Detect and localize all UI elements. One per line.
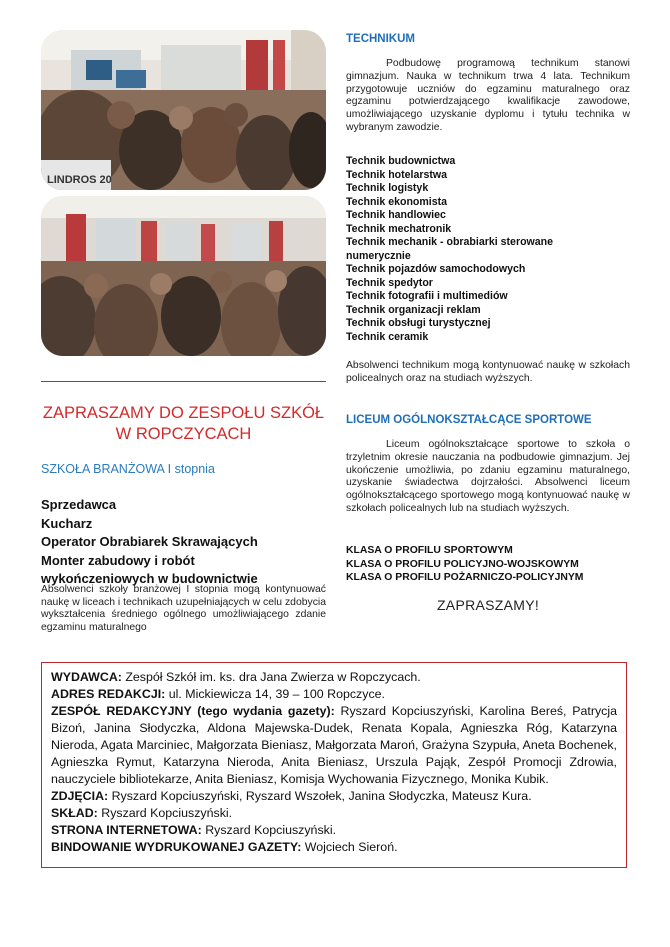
list-item: Monter zabudowy i robót: [41, 552, 195, 568]
photos-line: [51, 788, 617, 805]
layout-line: [51, 805, 617, 822]
editorial-value: Ryszard Kopciuszyński, Karolina Bereś, Patrycja Bizoń, Janina Słodyczka, Aldona Majewska-Dudek, Renata Kopala, Agnieszka Róg, Katarzyna Nieroda, Agata Marciniec, Małgorzata Bieniasz, Małgorzata Maroń, Grażyna Szypuła, Aneta Bochenek, Agnieszka Rymut, Katarzyna Nieroda, Anita Bieniasz, Urszula Pająk, Zespół Promocji Zdrowia, nauczyciele bibliotekarze, Anita Bieniasz, Komisja Wychowania Fizycznego, Monika Kubik.: [51, 704, 617, 786]
website-line: [51, 822, 617, 839]
address-label: ADRES REDAKCJI:: [51, 687, 166, 701]
liceum-text: Liceum ogólnokształcące sportowe to szkoła o trzyletnim okresie nauczania na podbudowie gimnazjum. Jej ukończenie umożliwia, po zdaniu egzaminu maturalnego, uzyskanie świadectwa dojrzałości. Absolwenci liceum ogólnokształcącego sportowego mogą kontynuować naukę w szkołach policealnych lub na studiach wyższych.: [346, 439, 630, 514]
editorial-label: ZESPÓŁ REDAKCYJNY (tego wydania gazety):: [51, 704, 335, 718]
address-line: [51, 686, 617, 703]
list-item: Technik fotografii i multimediów: [346, 290, 508, 302]
editorial-line: [51, 703, 617, 788]
address-value: ul. Mickiewicza 14, 39 – 100 Ropczyce.: [165, 687, 385, 701]
photos-value: Ryszard Kopciuszyński, Ryszard Wszołek, Janina Słodyczka, Mateusz Kura.: [108, 789, 532, 803]
list-item: Technik mechanik - obrabiarki sterowane: [346, 236, 554, 248]
list-item: Sprzedawca: [41, 497, 117, 512]
list-item: Technik spedytor: [346, 276, 433, 289]
list-item: Kucharz: [41, 515, 93, 531]
imprint-box: [41, 662, 627, 868]
binding-value: Wojciech Sieroń.: [301, 840, 398, 854]
list-item: Technik handlowiec: [346, 209, 446, 221]
section-divider: [41, 381, 326, 382]
list-item: KLASA O PROFILU POŻARNICZO-POLICYJNYM: [346, 572, 584, 583]
layout-label: SKŁAD:: [51, 806, 98, 820]
list-item: wykończeniowych w budownictwie: [41, 571, 258, 586]
list-item: numerycznie: [346, 249, 411, 262]
liceum-title: LICEUM OGÓLNOKSZTAŁCĄCE SPORTOWE: [346, 414, 592, 426]
binding-line: [51, 839, 617, 856]
invite-text: ZAPRASZAMY!: [436, 597, 540, 613]
branch-school-title: SZKOŁA BRANŻOWA I stopnia: [41, 462, 215, 476]
layout-value: Ryszard Kopciuszyński.: [97, 806, 233, 820]
liceum-classes-list: [346, 544, 630, 585]
technikum-graduates-text: Absolwenci technikum mogą kontynuować naukę w szkołach policealnych oraz na studiach wyższych.: [346, 360, 630, 384]
list-item: KLASA O PROFILU POLICYJNO-WOJSKOWYM: [346, 558, 579, 570]
main-title: ZAPRASZAMY DO ZESPOŁU SZKÓŁ W ROPCZYCACH: [42, 404, 325, 443]
list-item: Technik pojazdów samochodowych: [346, 263, 526, 275]
binding-label: BINDOWANIE WYDRUKOWANEJ GAZETY:: [51, 840, 302, 854]
technikum-professions-list: [346, 155, 630, 344]
technikum-title: TECHNIKUM: [346, 33, 415, 45]
list-item: Technik mechatronik: [346, 222, 452, 235]
photo-classroom-presentation: [41, 30, 326, 190]
publisher-label: WYDAWCA:: [51, 670, 122, 684]
publisher-value: Zespół Szkół im. ks. dra Jana Zwierza w Ropczycach.: [121, 670, 421, 684]
list-item: Technik ceramik: [346, 330, 429, 343]
list-item: Operator Obrabiarek Skrawających: [41, 534, 258, 549]
shirt-print-text: LINDROS 20: [47, 174, 112, 186]
list-item: Technik obsługi turystycznej: [346, 317, 491, 329]
photos-label: ZDJĘCIA:: [51, 789, 109, 803]
technikum-intro: Podbudowę programową technikum stanowi gimnazjum. Nauka w technikum trwa 4 lata. Technikum przygotowuje uczniów do egzaminu maturalnego oraz egzaminu potwierdzającego kwalifikacje zawodowe, umożliwiającego uzyskanie dyplomu i tytułu technika w wybranym zawodzie.: [346, 58, 630, 133]
list-item: Technik hotelarstwa: [346, 168, 448, 181]
list-item: Technik organizacji reklam: [346, 303, 481, 316]
photo-assembly-hall: [41, 196, 326, 356]
list-item: Technik ekonomista: [346, 195, 448, 208]
publisher-line: [51, 669, 617, 686]
list-item: Technik budownictwa: [346, 155, 456, 167]
list-item: Technik logistyk: [346, 182, 429, 194]
branch-professions-list: [41, 496, 326, 589]
branch-graduates-text: Absolwenci szkoły branżowej I stopnia mogą kontynuować naukę w liceach i technikach uzupełniających w celu zdobycia wykształcenia średniego ogólnego umożliwiającego zdanie egzaminu maturalnego: [41, 584, 326, 633]
website-label: STRONA INTERNETOWA:: [51, 823, 202, 837]
website-value: Ryszard Kopciuszyński.: [201, 823, 337, 837]
list-item: KLASA O PROFILU SPORTOWYM: [346, 545, 513, 556]
